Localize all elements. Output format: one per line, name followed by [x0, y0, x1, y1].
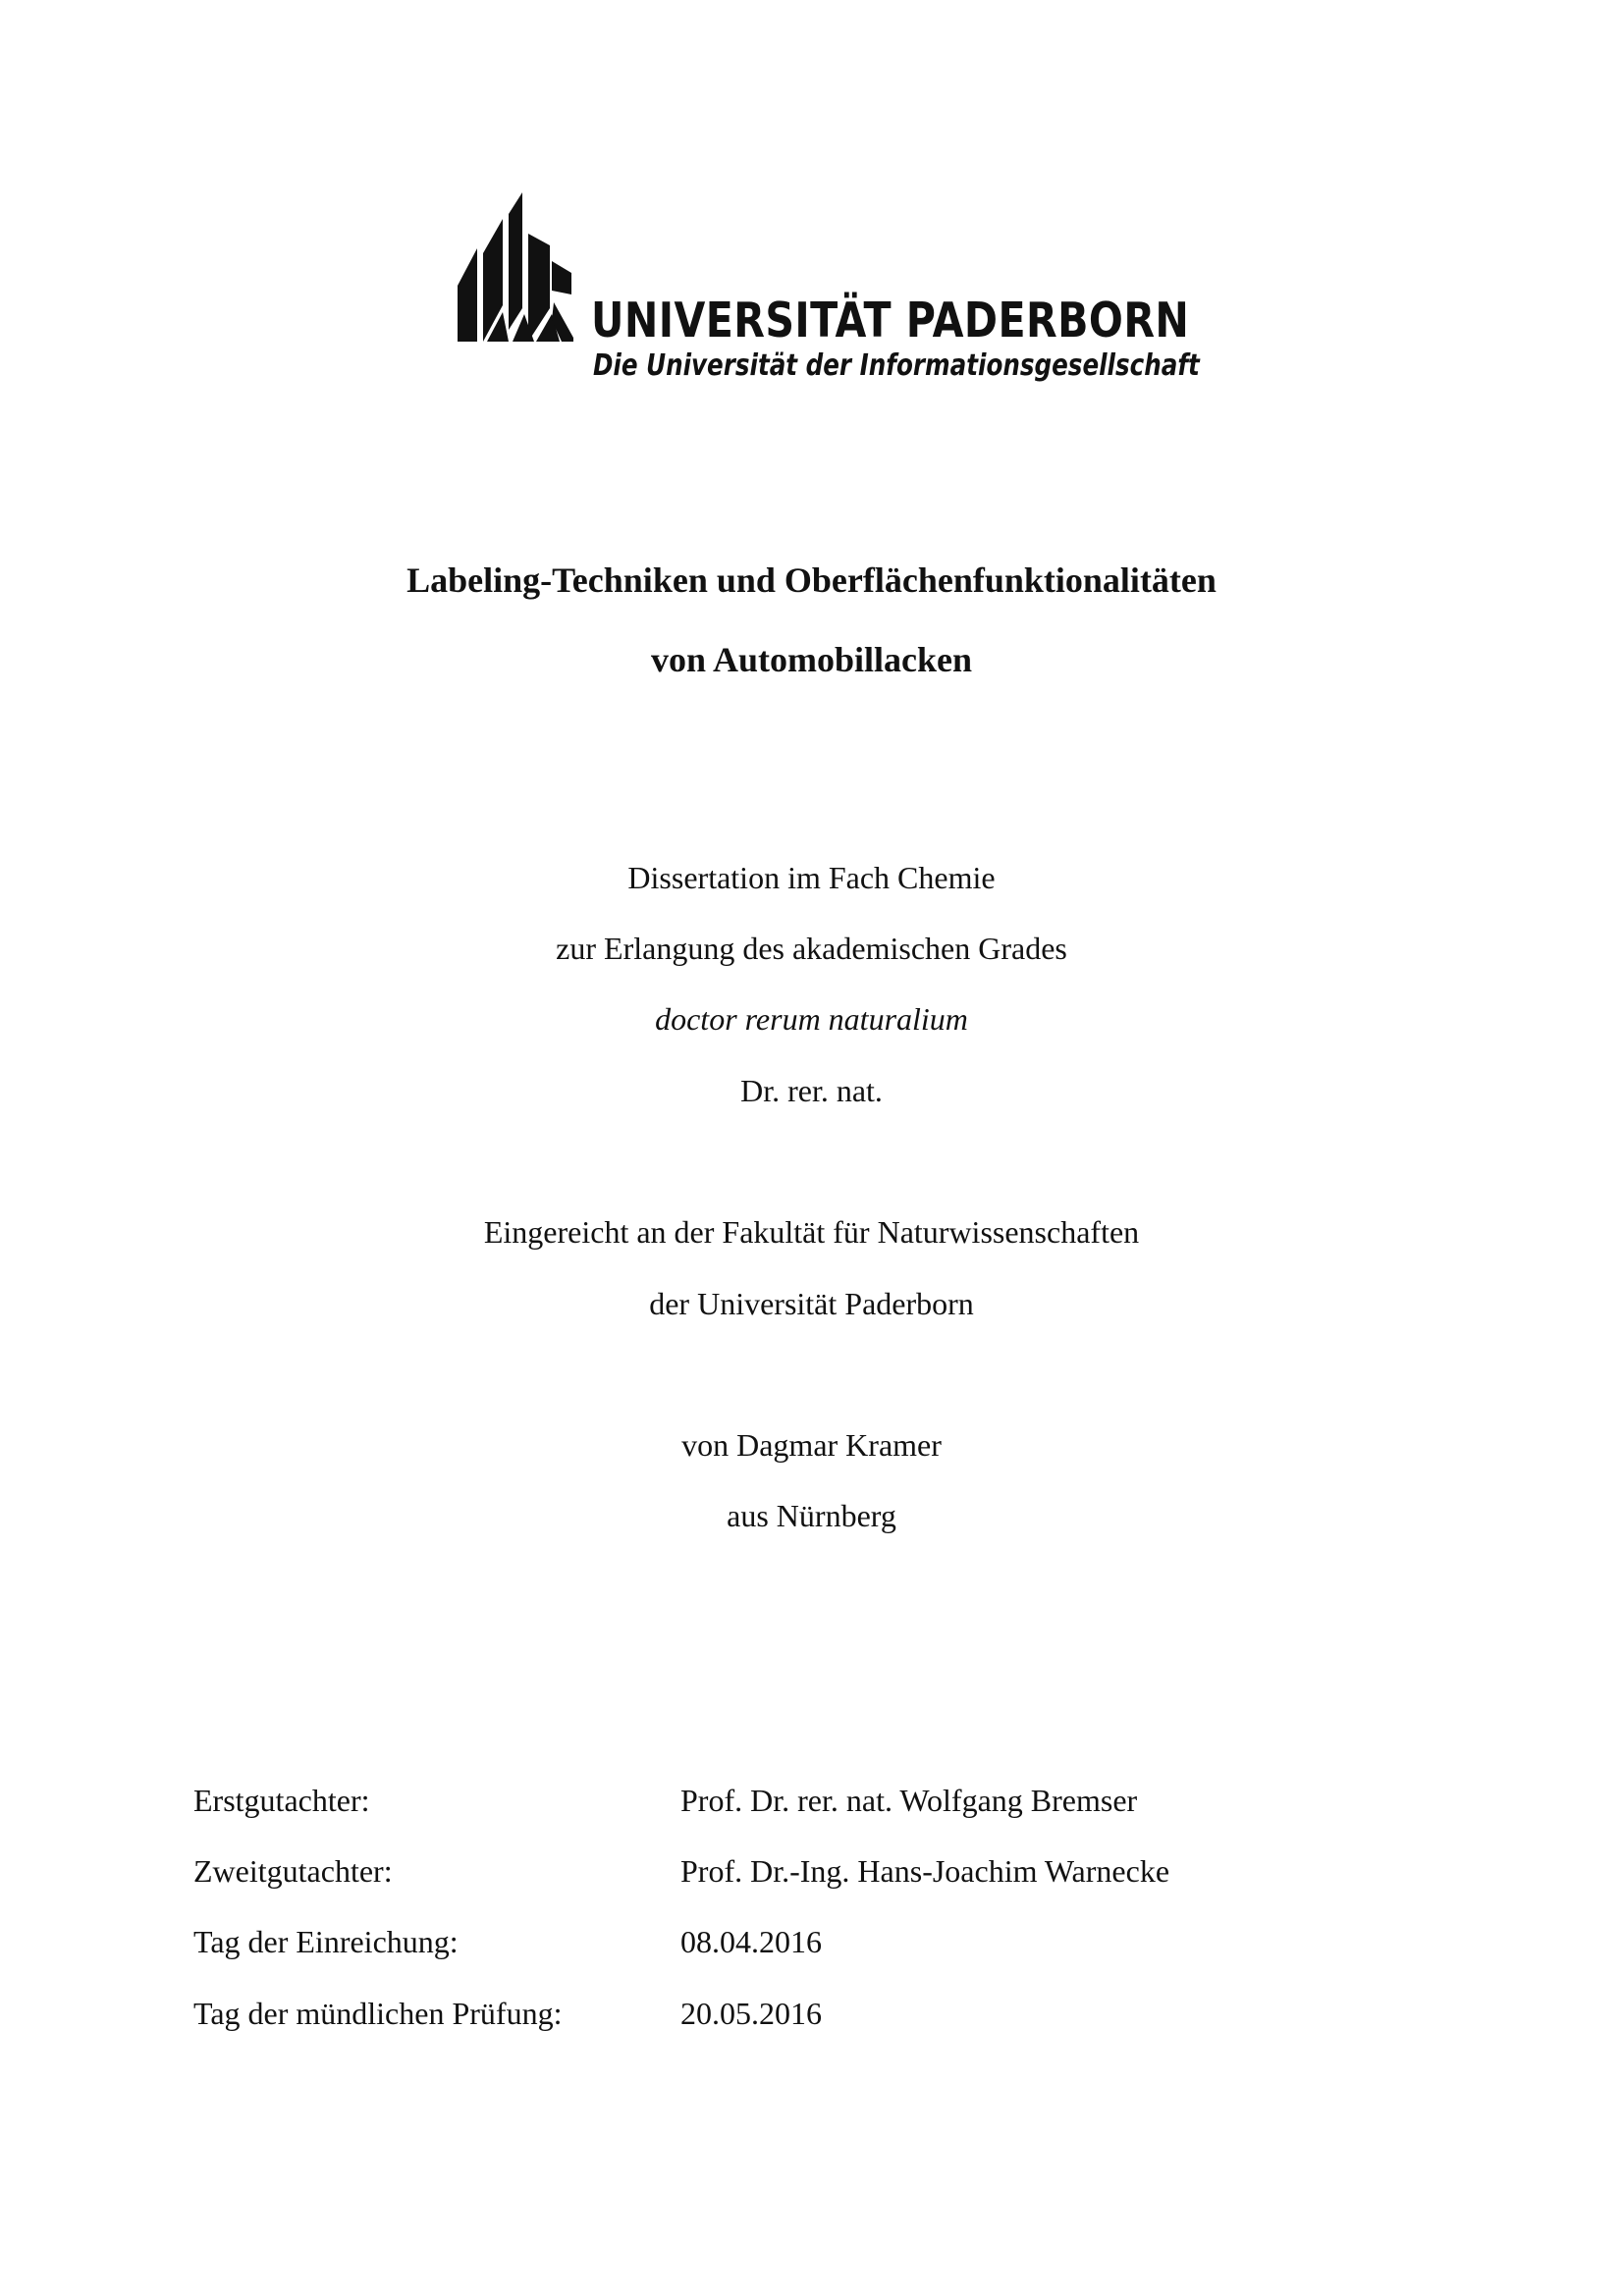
first-reviewer-value: Prof. Dr. rer. nat. Wolfgang Bremser	[680, 1783, 1138, 1818]
dissertation-field: Dissertation im Fach Chemie	[627, 860, 996, 895]
degree-latin: doctor rerum naturalium	[655, 1001, 968, 1037]
degree-purpose: zur Erlangung des akademischen Grades	[556, 931, 1067, 966]
thesis-title-line-1: Labeling-Techniken und Oberflächenfunktionalitäten	[406, 561, 1217, 600]
submission-university: der Universität Paderborn	[649, 1286, 974, 1321]
thesis-title-line-2: von Automobillacken	[650, 640, 973, 679]
author-origin: aus Nürnberg	[727, 1498, 896, 1533]
first-reviewer-label: Erstgutachter:	[193, 1783, 370, 1818]
university-emblem-icon	[458, 192, 573, 346]
university-tagline: Die Universität der Informationsgesellschaft	[593, 348, 1200, 383]
oral-exam-date-value: 20.05.2016	[680, 1996, 822, 2031]
submission-date-value: 08.04.2016	[680, 1924, 822, 1959]
second-reviewer-value: Prof. Dr.-Ing. Hans-Joachim Warnecke	[680, 1853, 1170, 1889]
university-name: UNIVERSITÄT PADERBORN	[591, 293, 1190, 348]
submission-faculty: Eingereicht an der Fakultät für Naturwissenschaften	[483, 1214, 1140, 1250]
university-logo	[458, 192, 1200, 389]
second-reviewer-label: Zweitgutachter:	[193, 1853, 393, 1889]
oral-exam-date-label: Tag der mündlichen Prüfung:	[193, 1996, 563, 2031]
author-name: von Dagmar Kramer	[681, 1427, 942, 1463]
submission-date-label: Tag der Einreichung:	[193, 1924, 459, 1959]
degree-abbreviation: Dr. rer. nat.	[740, 1073, 883, 1108]
